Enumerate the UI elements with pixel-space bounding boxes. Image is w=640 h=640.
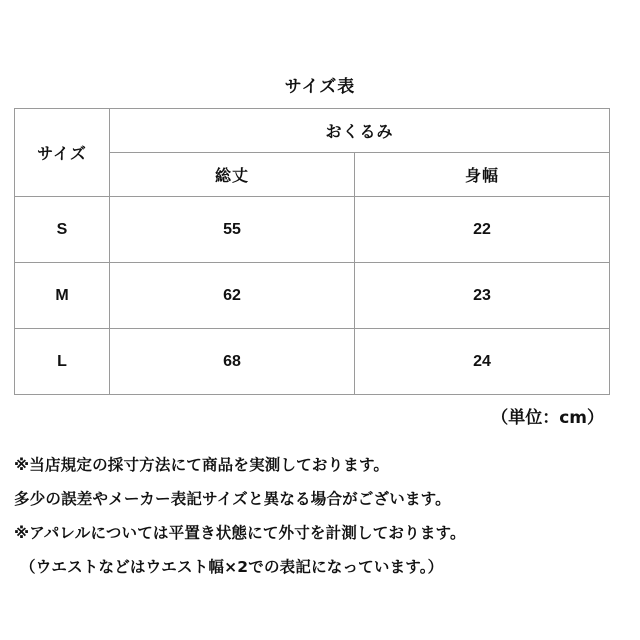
header-row-product: [15, 109, 610, 153]
header-product-cell: おくるみ: [110, 109, 610, 153]
header-size-cell: サイズ: [15, 109, 110, 197]
length-cell: 68: [110, 329, 355, 395]
table-row: [15, 197, 610, 263]
table-row: [15, 263, 610, 329]
table-row: [15, 329, 610, 395]
width-cell: 24: [355, 329, 610, 395]
width-cell: 22: [355, 197, 610, 263]
note-line: （ウエストなどはウエスト幅×2での表記になっています。）: [20, 558, 444, 576]
width-cell: 23: [355, 263, 610, 329]
note-line: 多少の誤差やメーカー表記サイズと異なる場合がございます。: [14, 490, 451, 508]
size-cell: M: [15, 263, 110, 329]
size-table: [14, 108, 610, 395]
note-line: ※当店規定の採寸方法にて商品を実測しております。: [14, 456, 390, 474]
note-line: ※アパレルについては平置き状態にて外寸を計測しております。: [14, 524, 466, 542]
unit-label: （単位：cm）: [491, 408, 604, 428]
notes-block: [14, 448, 634, 584]
length-cell: 62: [110, 263, 355, 329]
size-cell: L: [15, 329, 110, 395]
header-width-cell: 身幅: [355, 153, 610, 197]
length-cell: 55: [110, 197, 355, 263]
size-cell: S: [15, 197, 110, 263]
header-length-cell: 総丈: [110, 153, 355, 197]
page-title: サイズ表: [284, 77, 356, 97]
